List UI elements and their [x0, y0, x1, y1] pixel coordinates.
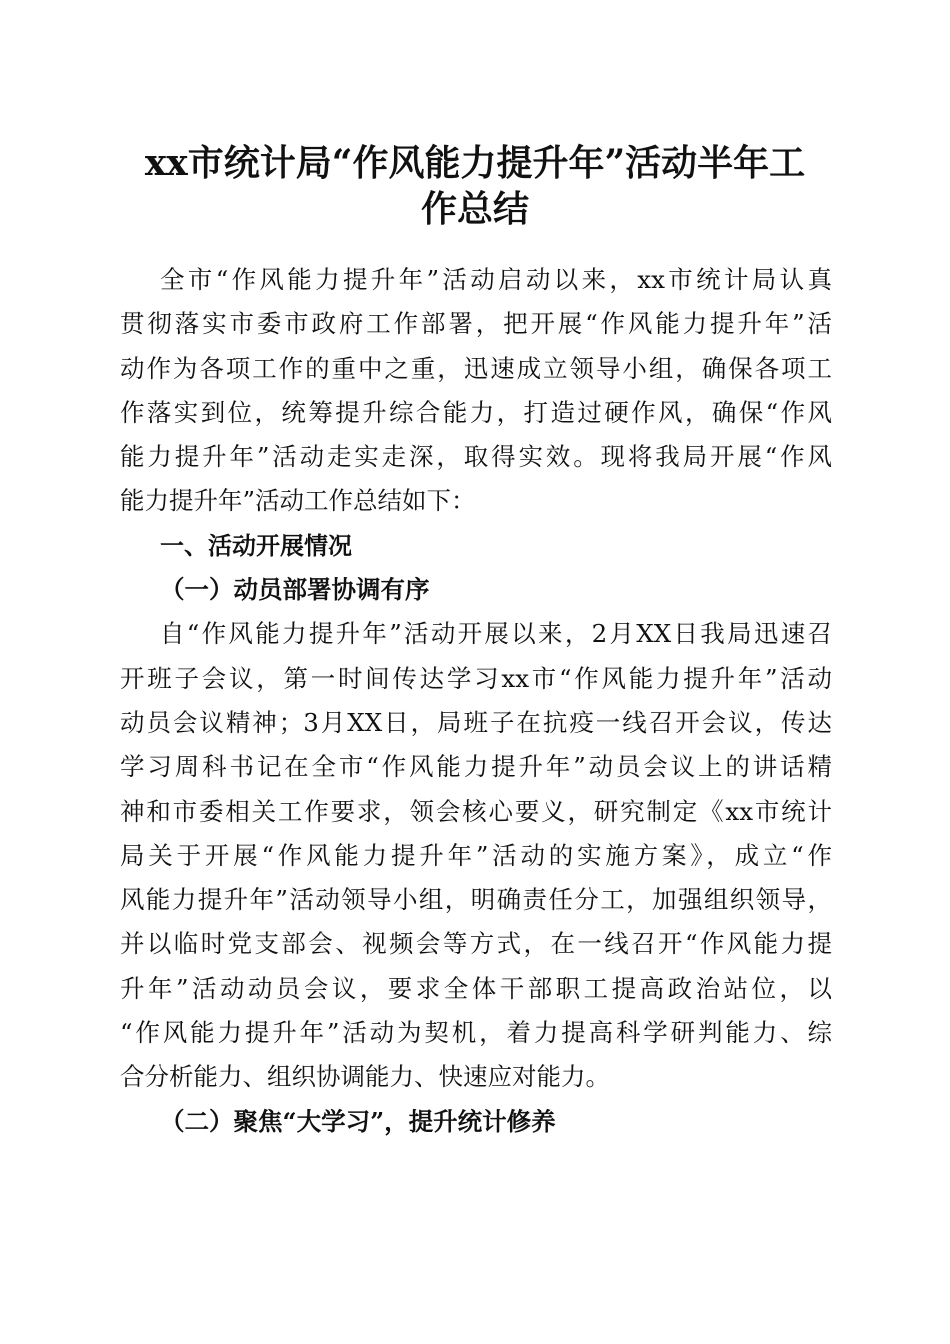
paragraph-line: 全市“作风能力提升年”活动启动以来，xx市统计局认真 [160, 265, 832, 294]
paragraph-line: “作风能力提升年”活动为契机，着力提高科学研判能力、综 [120, 1018, 832, 1048]
paragraph-line: 作落实到位，统筹提升综合能力，打造过硬作风，确保“作风 [120, 397, 832, 427]
paragraph-line: 合分析能力、组织协调能力、快速应对能力。 [120, 1062, 610, 1092]
paragraph-line: 贯彻落实市委市政府工作部署，把开展“作风能力提升年”活 [120, 309, 832, 339]
document-title [120, 140, 830, 232]
paragraph-line: 并以临时党支部会、视频会等方式，在一线召开“作风能力提 [120, 929, 832, 959]
paragraph-line: 自“作风能力提升年”活动开展以来，2月XX日我局迅速召 [160, 619, 832, 649]
subsection-1-paragraph [120, 612, 832, 1099]
paragraph-line: 动作为各项工作的重中之重，迅速成立领导小组，确保各项工 [120, 353, 832, 383]
subsection-heading-2: （二）聚焦“大学习”，提升统计修养 [160, 1106, 556, 1136]
paragraph-line: 风能力提升年”活动领导小组，明确责任分工，加强组织领导， [120, 885, 832, 915]
paragraph-line: 升年”活动动员会议，要求全体干部职工提高政治站位，以 [120, 973, 832, 1003]
title-line-1: xx市统计局“作风能力提升年”活动半年工 [144, 142, 806, 184]
paragraph-line: 学习周科书记在全市“作风能力提升年”动员会议上的讲话精 [120, 752, 832, 782]
paragraph-line: 开班子会议，第一时间传达学习xx市“作风能力提升年”活动 [120, 663, 832, 693]
paragraph-line: 局关于开展“作风能力提升年”活动的实施方案》，成立“作 [120, 840, 832, 870]
subsection-heading-1: （一）动员部署协调有序 [160, 575, 430, 605]
intro-paragraph [120, 258, 832, 524]
paragraph-line: 能力提升年”活动走实走深，取得实效。现将我局开展“作风 [120, 442, 832, 472]
section-heading-1: 一、活动开展情况 [160, 531, 352, 560]
document-body [120, 258, 832, 1144]
paragraph-line: 能力提升年”活动工作总结如下： [120, 486, 476, 516]
paragraph-line: 动员会议精神；3月XX日，局班子在抗疫一线召开会议，传达 [120, 707, 832, 737]
title-line-2: 作总结 [420, 188, 529, 230]
paragraph-line: 神和市委相关工作要求，领会核心要义，研究制定《xx市统计 [120, 796, 832, 826]
